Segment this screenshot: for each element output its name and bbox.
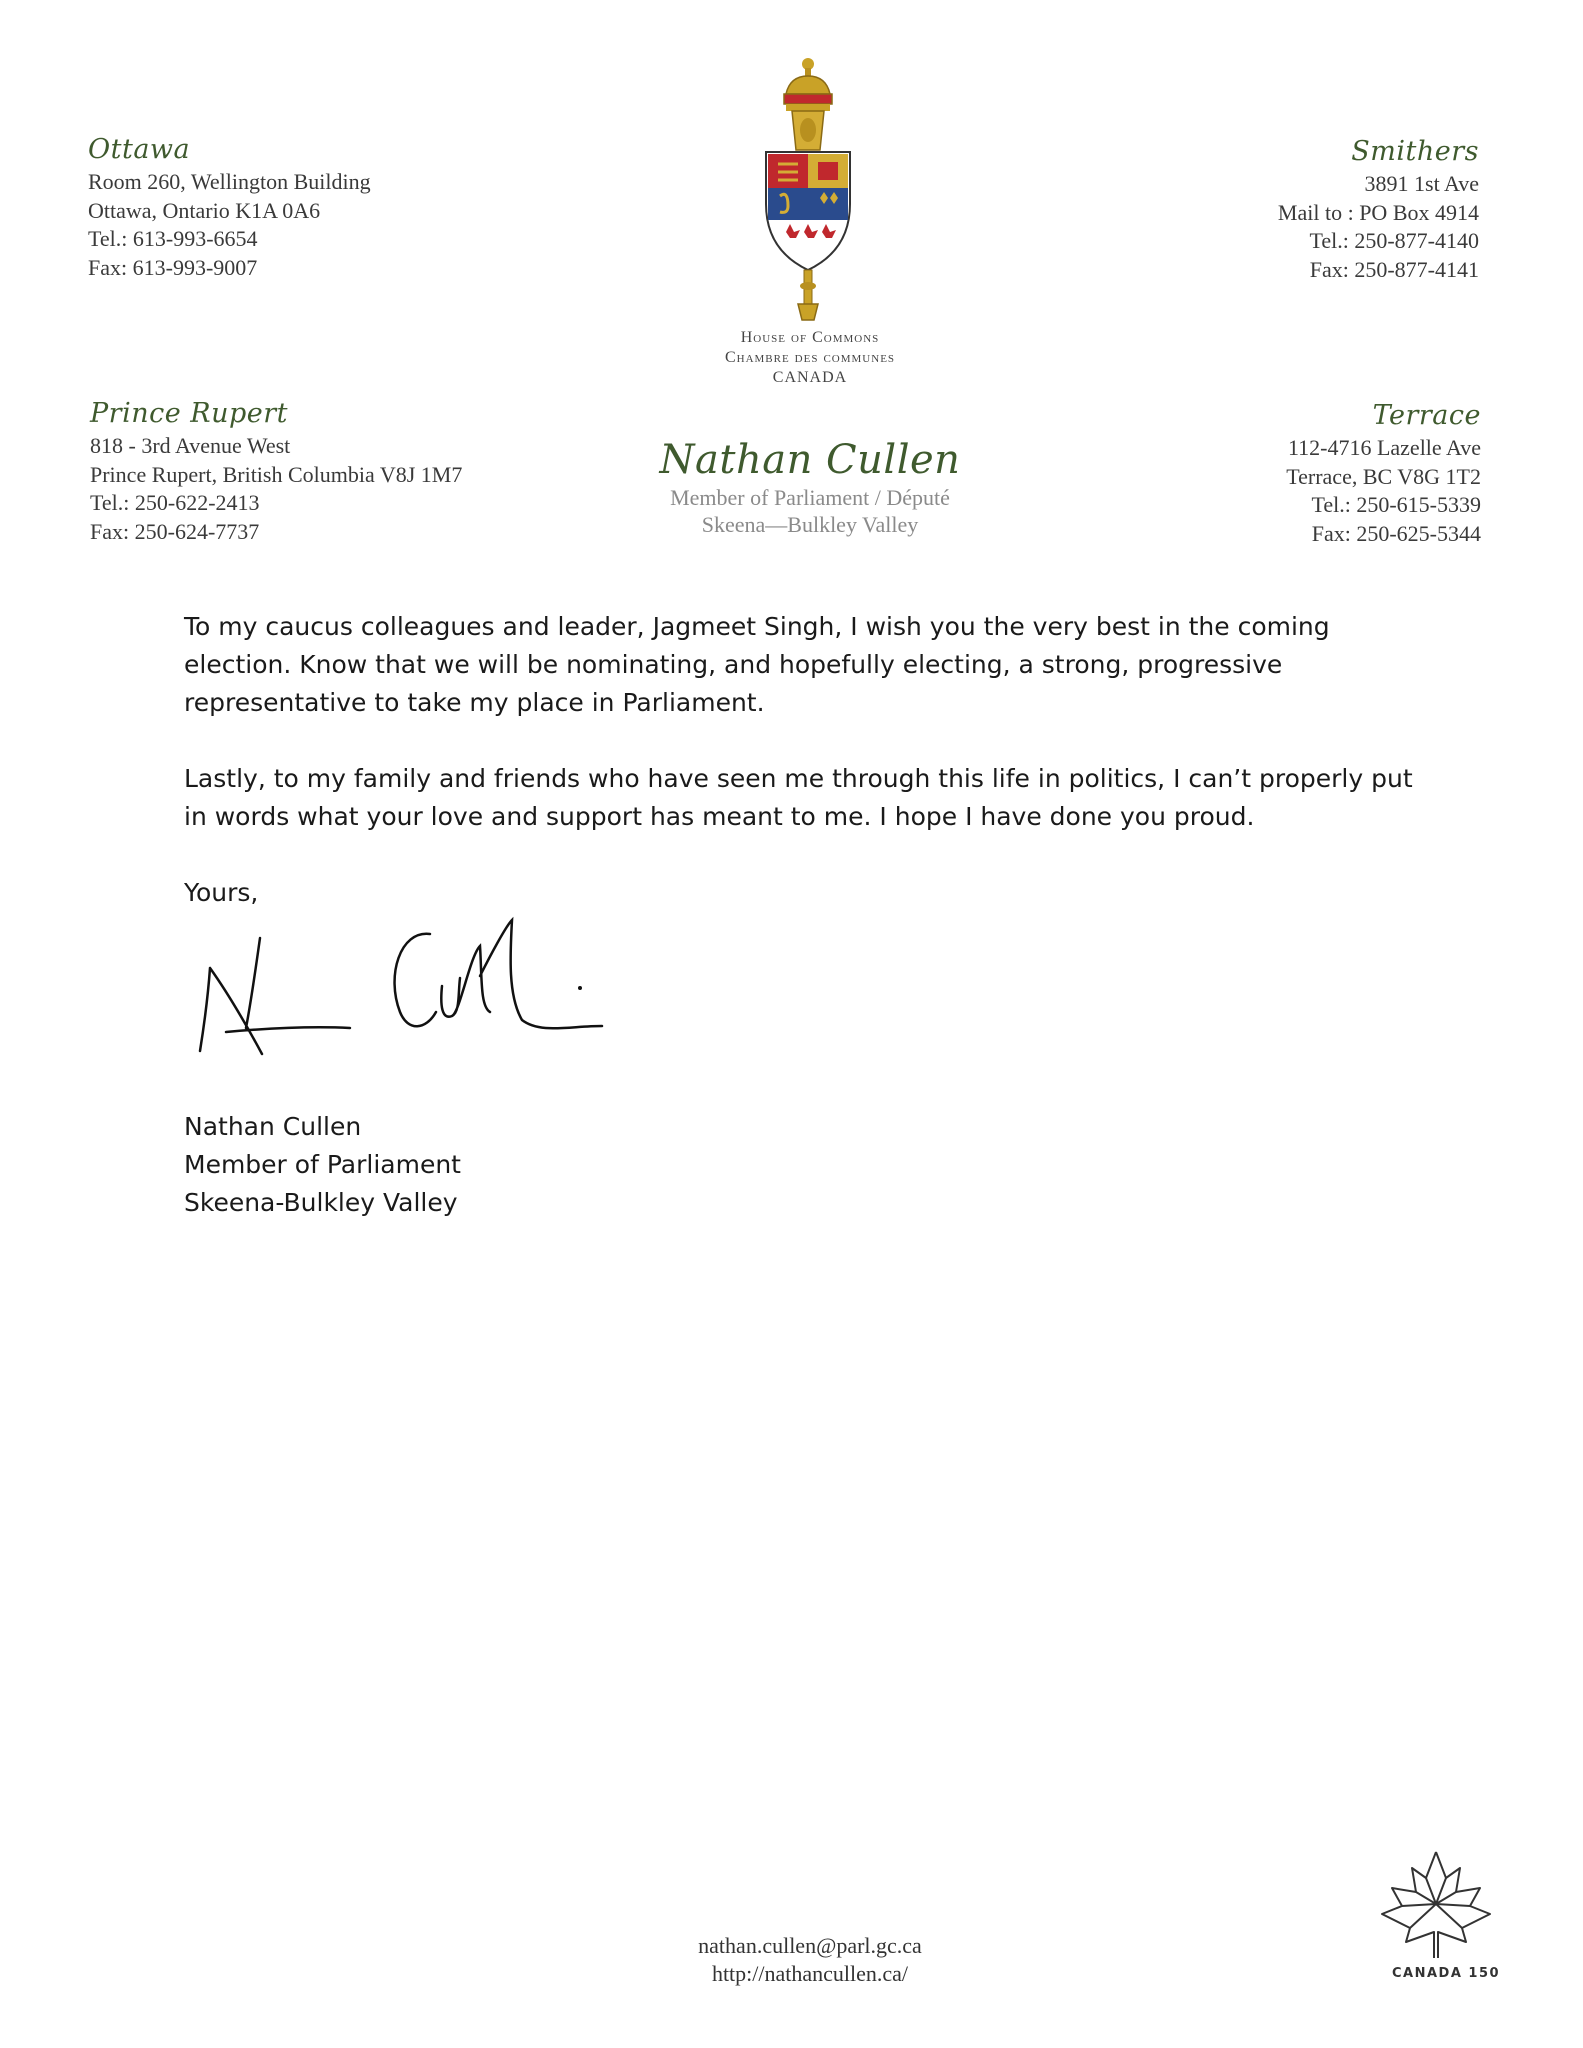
office-ottawa-fax: Fax: 613-993-9007 <box>88 254 258 280</box>
office-prince-rupert-address-2: Prince Rupert, British Columbia V8J 1M7 <box>90 461 463 487</box>
office-smithers-city: Smithers <box>1351 136 1479 167</box>
office-ottawa-address-2: Ottawa, Ontario K1A 0A6 <box>88 197 321 223</box>
house-line-country: CANADA <box>772 369 848 386</box>
office-terrace-city: Terrace <box>1372 400 1481 431</box>
office-ottawa <box>88 134 371 282</box>
office-terrace-address-1: 112-4716 Lazelle Ave <box>1287 435 1481 460</box>
signer-block <box>184 1108 1424 1222</box>
office-prince-rupert-address-1: 818 - 3rd Avenue West <box>90 433 291 458</box>
mp-block <box>610 436 1010 538</box>
signer-name: Nathan Cullen <box>184 1112 362 1141</box>
canada-150-label: CANADA 150 <box>1392 1966 1501 1981</box>
letter-body <box>184 608 1424 912</box>
office-prince-rupert-city: Prince Rupert <box>90 398 289 429</box>
house-line-english: House of Commons <box>740 329 880 346</box>
letter-closing: Yours, <box>184 878 259 907</box>
mp-name-script: Nathan Cullen <box>659 437 961 483</box>
office-smithers-address-1: 3891 1st Ave <box>1364 171 1479 196</box>
office-terrace-fax: Fax: 250-625-5344 <box>1311 520 1481 546</box>
letter-paragraph-2: Lastly, to my family and friends who have seen me through this life in politics, I can’t properly put in words what your love and support has meant to me. I hope I have done you proud. <box>184 764 1413 831</box>
signer-title: Member of Parliament <box>184 1150 461 1179</box>
footer-website[interactable]: http://nathancullen.ca/ <box>711 1961 909 1986</box>
office-ottawa-city: Ottawa <box>88 134 191 165</box>
office-prince-rupert-tel: Tel.: 250-622-2413 <box>90 490 260 515</box>
office-smithers <box>1278 136 1479 284</box>
house-of-commons-crest-icon <box>756 54 860 324</box>
office-ottawa-address-1: Room 260, Wellington Building <box>88 169 371 194</box>
office-smithers-address-2: Mail to : PO Box 4914 <box>1277 199 1479 225</box>
office-prince-rupert-fax: Fax: 250-624-7737 <box>90 518 260 544</box>
house-of-commons-label <box>640 328 980 388</box>
canada-150-maple-icon <box>1376 1848 1496 1960</box>
house-line-french: Chambre des communes <box>724 349 896 366</box>
signature-image <box>190 916 640 1076</box>
letter-paragraph-1: To my caucus colleagues and leader, Jagmeet Singh, I wish you the very best in the coming election. Know that we will be nominating, and hopefully electing, a strong, progressive representative to take my place in Parliament. <box>184 612 1330 717</box>
signer-riding: Skeena-Bulkley Valley <box>184 1188 458 1217</box>
office-terrace-tel: Tel.: 250-615-5339 <box>1311 492 1481 517</box>
office-smithers-tel: Tel.: 250-877-4140 <box>1309 228 1479 253</box>
footer-contact <box>600 1932 1020 1988</box>
office-smithers-fax: Fax: 250-877-4141 <box>1309 256 1479 282</box>
mp-riding: Skeena—Bulkley Valley <box>701 512 919 537</box>
footer-email[interactable]: nathan.cullen@parl.gc.ca <box>698 1933 922 1958</box>
office-terrace <box>1286 400 1481 548</box>
office-ottawa-tel: Tel.: 613-993-6654 <box>88 226 258 251</box>
office-terrace-address-2: Terrace, BC V8G 1T2 <box>1286 463 1481 489</box>
office-prince-rupert <box>90 398 462 546</box>
mp-title: Member of Parliament / Député <box>670 485 950 510</box>
